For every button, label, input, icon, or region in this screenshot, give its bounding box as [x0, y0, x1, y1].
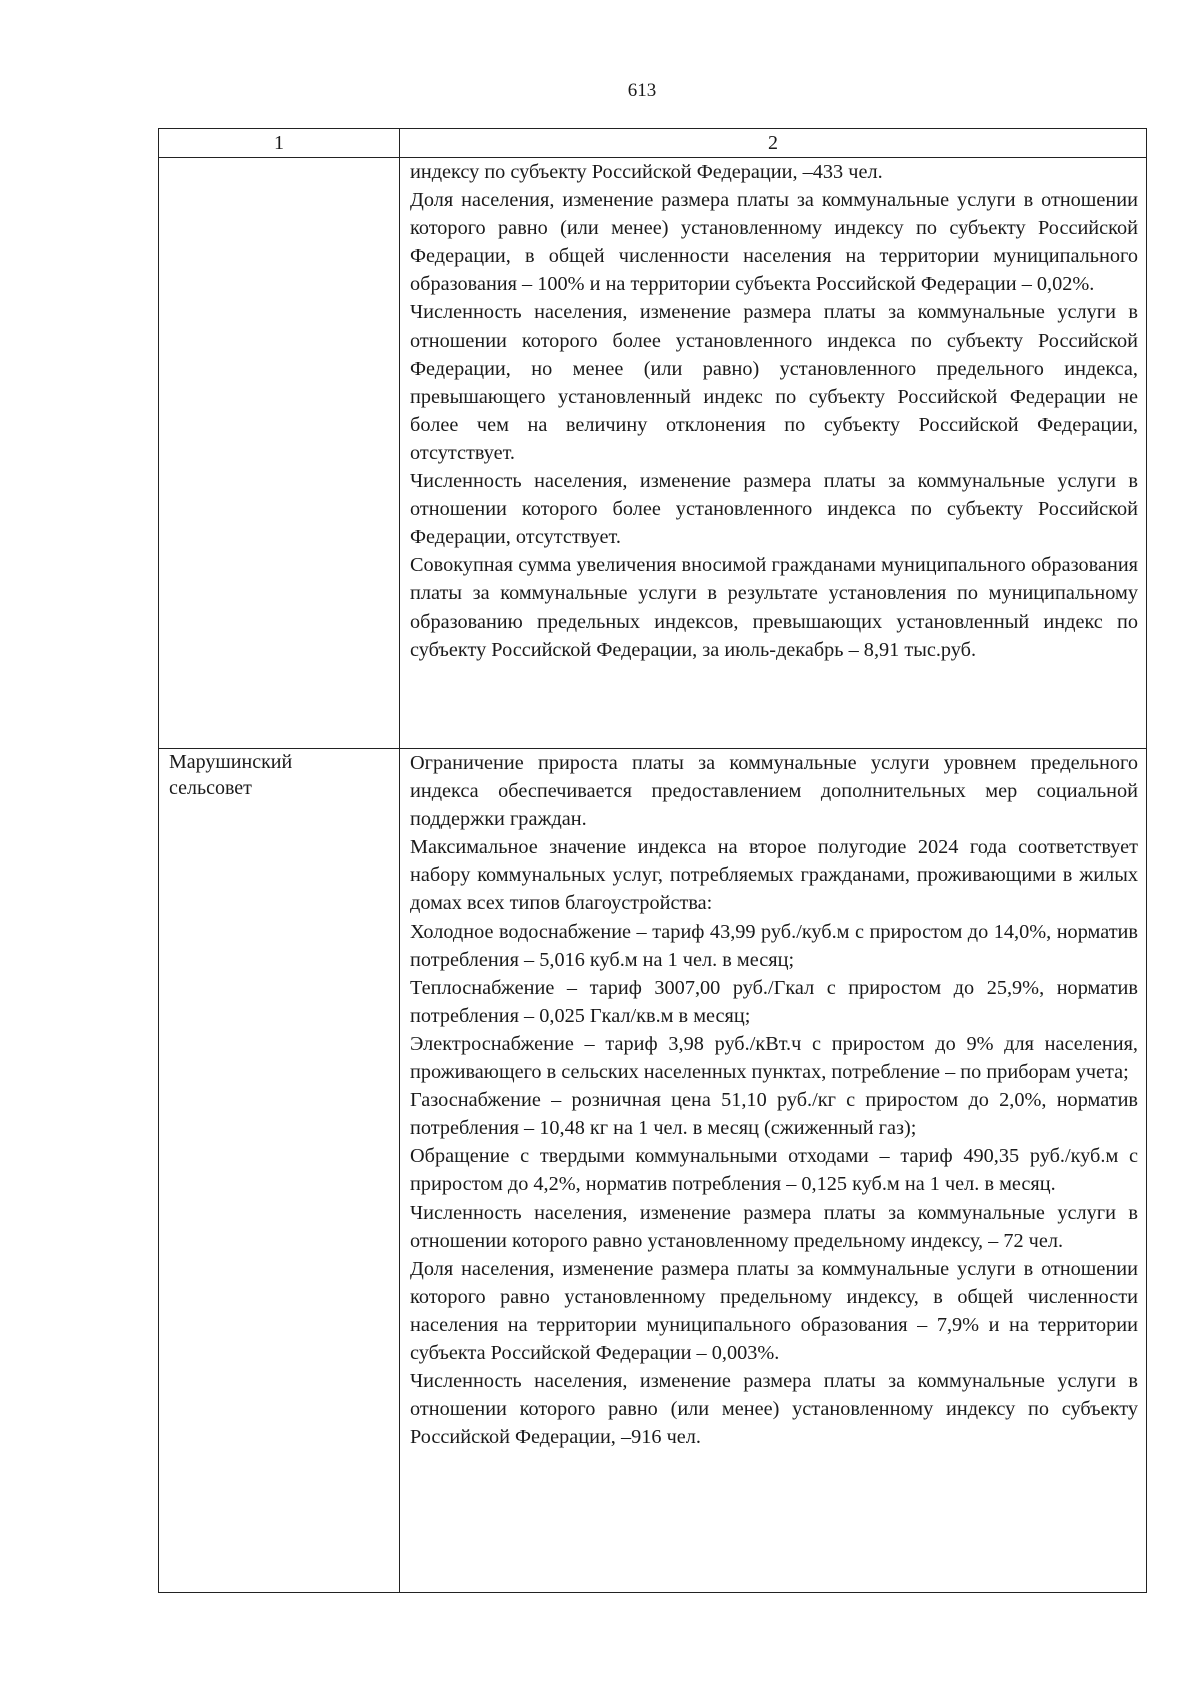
paragraph: Электроснабжение – тариф 3,98 руб./кВт.ч с приростом до 9% для населения, проживающего в сельских населенных пунктах, потребление – по приборам учета;: [410, 1032, 1138, 1084]
paragraph: Численность населения, изменение размера платы за коммунальные услуги в отношении которого более установленного индекса по субъекту Российской Федерации, но менее (или равно) установленного предельного индекса, превышающего установленный индекс по субъекту Российской Федерации не более чем на величину отклонения по субъекту Российской Федерации, отсутствует.: [410, 301, 1138, 464]
paragraph: Численность населения, изменение размера платы за коммунальные услуги в отношении которого более установленного индекса по субъекту Российской Федерации, отсутствует.: [410, 470, 1138, 549]
municipality-name-line: Марушинский: [169, 751, 293, 773]
paragraph: Совокупная сумма увеличения вносимой гражданами муниципального образования платы за коммунальные услуги в результате установления по муниципальному образованию предельных индексов, превышающих установленный индекс по субъекту Российской Федерации, за июль-декабрь – 8,91 тыс.руб.: [410, 554, 1138, 661]
table-header-row: [159, 129, 1147, 158]
paragraph: Холодное водоснабжение – тариф 43,99 руб./куб.м с приростом до 14,0%, норматив потребления – 5,016 куб.м на 1 чел. в месяц;: [410, 920, 1138, 971]
paragraph: Обращение с твердыми коммунальными отходами – тариф 490,35 руб./куб.м с приростом до 4,2%, норматив потребления – 0,125 куб.м на 1 чел. в месяц.: [410, 1145, 1138, 1196]
paragraph: Ограничение прироста платы за коммунальные услуги уровнем предельного индекса обеспечивается предоставлением дополнительных мер социальной поддержки граждан.: [410, 752, 1138, 831]
municipality-cell: [159, 158, 400, 749]
column-header-2: 2: [400, 129, 1147, 158]
paragraph: Теплоснабжение – тариф 3007,00 руб./Гкал с приростом до 25,9%, норматив потребления – 0,025 Гкал/кв.м в месяц;: [410, 976, 1138, 1027]
paragraph: индексу по субъекту Российской Федерации, –433 чел.: [410, 161, 883, 183]
paragraph: Численность населения, изменение размера платы за коммунальные услуги в отношении которого равно (или менее) установленному индексу по субъекту Российской Федерации, –916 чел.: [410, 1370, 1138, 1449]
paragraph: Численность населения, изменение размера платы за коммунальные услуги в отношении которого равно установленному предельному индексу, – 72 чел.: [410, 1201, 1138, 1252]
page-number: 613: [627, 80, 657, 101]
description-cell: [400, 749, 1147, 1593]
column-header-1: 1: [159, 129, 400, 158]
table-row: [159, 158, 1147, 749]
paragraph: Максимальное значение индекса на второе полугодие 2024 года соответствует набору коммунальных услуг, потребляемых гражданами, проживающими в жилых домах всех типов благоустройства:: [410, 836, 1138, 915]
paragraph: Газоснабжение – розничная цена 51,10 руб./кг с приростом до 2,0%, норматив потребления – 10,48 кг на 1 чел. в месяц (сжиженный газ);: [410, 1089, 1138, 1140]
paragraph: Доля населения, изменение размера платы за коммунальные услуги в отношении которого равно (или менее) установленному индексу по субъекту Российской Федерации, в общей численности населения на территории муниципального образования – 100% и на территории субъекта Российской Федерации – 0,02%.: [410, 189, 1138, 296]
municipality-cell: [159, 749, 400, 1593]
paragraph: Доля населения, изменение размера платы за коммунальные услуги в отношении которого равно установленному предельному индексу, в общей численности населения на территории муниципального образования – 7,9% и на территории субъекта Российской Федерации – 0,003%.: [410, 1257, 1138, 1364]
table-row: [159, 749, 1147, 1593]
document-table: [158, 128, 1147, 1593]
description-cell: [400, 158, 1147, 749]
municipality-name-line: сельсовет: [169, 777, 252, 799]
